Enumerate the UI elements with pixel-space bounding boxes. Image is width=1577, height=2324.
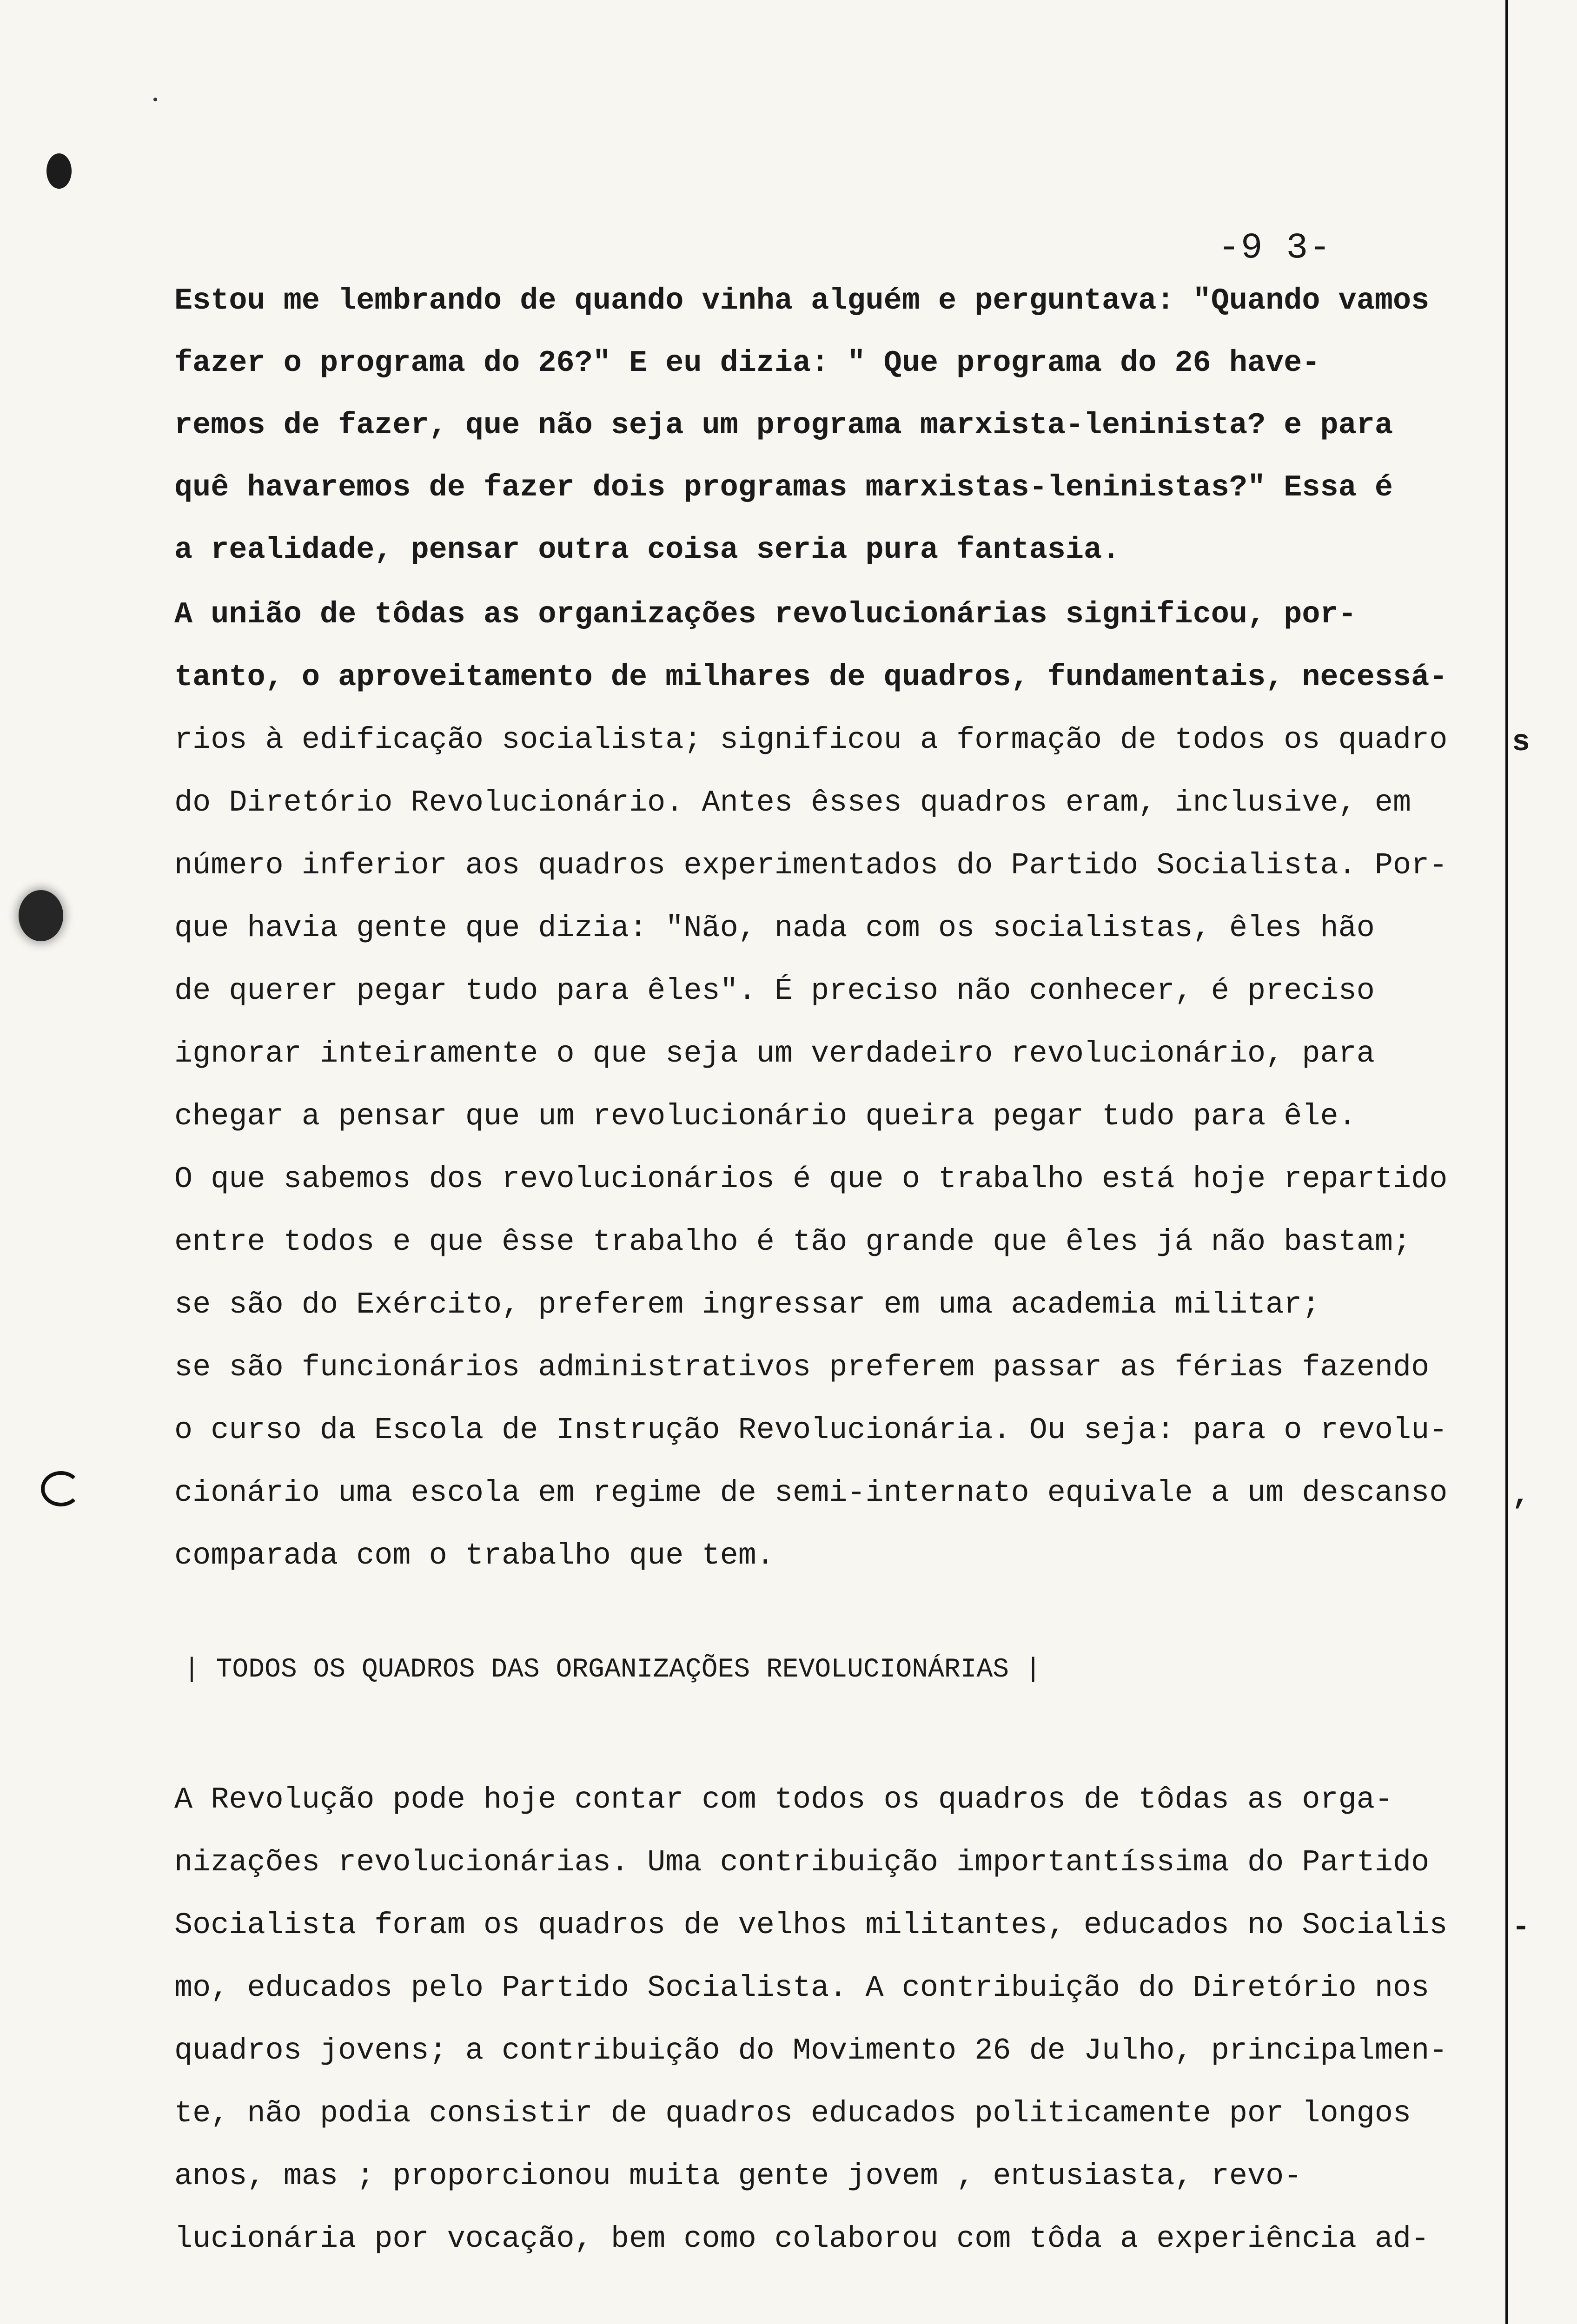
- punch-hole-mark: [46, 153, 72, 189]
- text-line: Socialista foram os quadros de velhos militantes, educados no Socialis: [174, 1908, 1448, 1942]
- text-line: te, não podia consistir de quadros educados politicamente por longos: [174, 2096, 1411, 2131]
- section-heading: | TODOS OS QUADROS DAS ORGANIZAÇÕES REVOLUCIONÁRIAS |: [184, 1655, 1041, 1685]
- text-line: entre todos e que êsse trabalho é tão grande que êles já não bastam;: [174, 1225, 1411, 1259]
- text-line: se são do Exército, preferem ingressar em uma academia militar;: [174, 1287, 1320, 1322]
- text-line: cionário uma escola em regime de semi-internato equivale a um descanso: [174, 1476, 1448, 1510]
- text-line: comparada com o trabalho que tem.: [174, 1538, 775, 1573]
- text-line: ignorar inteiramente o que seja um verdadeiro revolucionário, para: [174, 1037, 1375, 1071]
- text-line: lucionária por vocação, bem como colaborou com tôda a experiência ad-: [174, 2222, 1430, 2256]
- text-line: quadros jovens; a contribuição do Movimento 26 de Julho, principalmen-: [174, 2034, 1448, 2068]
- text-line: do Diretório Revolucionário. Antes êsses quadros eram, inclusive, em: [174, 786, 1411, 820]
- text-line: a realidade, pensar outra coisa seria pura fantasia.: [174, 533, 1120, 567]
- text-line: remos de fazer, que não seja um programa marxista-leninista? e para: [174, 408, 1393, 442]
- text-line: Estou me lembrando de quando vinha alguém e perguntava: "Quando vamos: [174, 284, 1430, 318]
- text-line: de querer pegar tudo para êles". É preciso não conhecer, é preciso: [174, 974, 1375, 1008]
- text-line: quê havaremos de fazer dois programas marxistas-leninistas?" Essa é: [174, 470, 1393, 505]
- text-line: fazer o programa do 26?" E eu dizia: " Que programa do 26 have-: [174, 346, 1320, 380]
- text-line: tanto, o aproveitamento de milhares de quadros, fundamentais, necessá-: [174, 660, 1448, 694]
- text-line: mo, educados pelo Partido Socialista. A contribuição do Diretório nos: [174, 1971, 1430, 2005]
- right-margin-rule: [1505, 0, 1508, 2324]
- text-line: rios à edificação socialista; significou a formação de todos os quadro: [174, 723, 1448, 757]
- text-line: A união de tôdas as organizações revolucionárias significou, por-: [174, 597, 1357, 632]
- text-line: número inferior aos quadros experimentados do Partido Socialista. Por-: [174, 848, 1448, 883]
- text-line: que havia gente que dizia: "Não, nada com os socialistas, êles hão: [174, 911, 1375, 945]
- margin-overflow-mark: ,: [1512, 1478, 1531, 1512]
- text-line: nizações revolucionárias. Uma contribuição importantíssima do Partido: [174, 1845, 1430, 1880]
- speck: [153, 98, 157, 101]
- text-line: o curso da Escola de Instrução Revolucionária. Ou seja: para o revolu-: [174, 1413, 1448, 1447]
- margin-overflow-mark: s: [1512, 725, 1531, 759]
- punch-hole-ring: [41, 1471, 81, 1506]
- text-line: chegar a pensar que um revolucionário queira pegar tudo para êle.: [174, 1099, 1357, 1134]
- margin-overflow-mark: -: [1512, 1910, 1531, 1945]
- text-line: anos, mas ; proporcionou muita gente jovem , entusiasta, revo-: [174, 2159, 1302, 2193]
- punch-hole-mark: [19, 890, 63, 941]
- page-number: -9 3-: [1218, 228, 1332, 269]
- text-line: se são funcionários administrativos preferem passar as férias fazendo: [174, 1350, 1430, 1385]
- text-line: O que sabemos dos revolucionários é que o trabalho está hoje repartido: [174, 1162, 1448, 1196]
- text-line: A Revolução pode hoje contar com todos os quadros de tôdas as orga-: [174, 1783, 1393, 1817]
